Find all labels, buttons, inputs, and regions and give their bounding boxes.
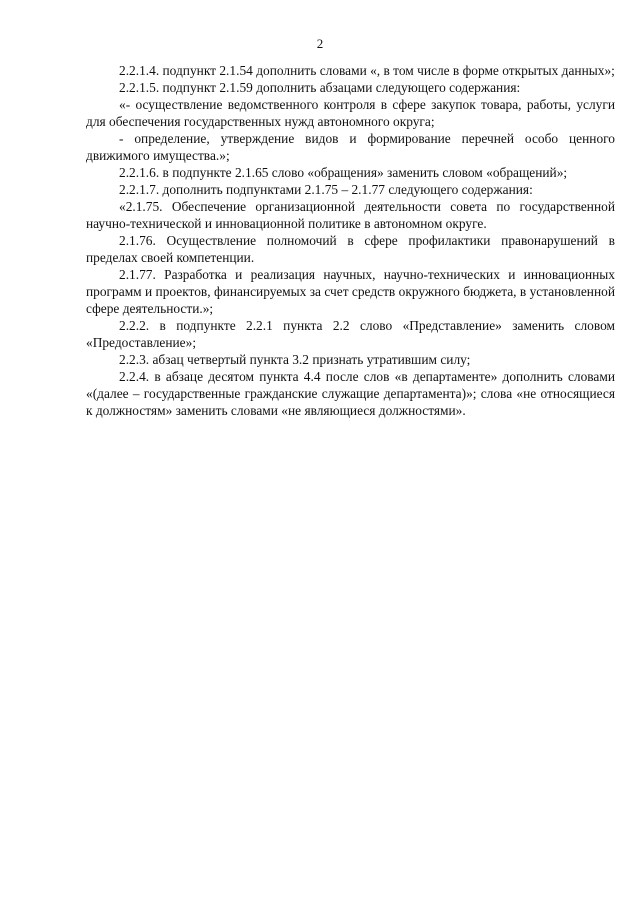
paragraph-2-1-75: «2.1.75. Обеспечение организационной деятельности совета по государственной научно-технической и инновационной политике в автономном округе. [86,199,615,231]
paragraph-2-2-1-6: 2.2.1.6. в подпункте 2.1.65 слово «обращения» заменить словом «обращений»; [119,165,568,180]
page-number: 2 [316,36,324,51]
paragraph-2-1-76: 2.1.76. Осуществление полномочий в сфере профилактики правонарушений в пределах своей компетенции. [86,233,615,265]
paragraph-2-2-1-7: 2.2.1.7. дополнить подпунктами 2.1.75 – 2.1.77 следующего содержания: [119,182,533,197]
paragraph-2-2-4: 2.2.4. в абзаце десятом пункта 4.4 после слов «в департаменте» дополнить словами «(далее – государственные гражданские служащие департамента)»; слова «не относящиеся к должностям» заменить словами «не являющиеся должностями». [86,369,615,418]
paragraph-2-2-1-4: 2.2.1.4. подпункт 2.1.54 дополнить словами «, в том числе в форме открытых данных»; [119,63,615,78]
paragraph-control-item: «- осуществление ведомственного контроля в сфере закупок товара, работы, услуги для обеспечения государственных нужд автономного округа; [86,97,615,129]
paragraph-2-2-3: 2.2.3. абзац четвертый пункта 3.2 признать утратившим силу; [119,352,471,367]
paragraph-2-2-2: 2.2.2. в подпункте 2.2.1 пункта 2.2 слово «Представление» заменить словом «Предоставление»; [86,318,615,350]
paragraph-2-1-77: 2.1.77. Разработка и реализация научных, научно-технических и инновационных программ и проектов, финансируемых за счет средств окружного бюджета, в установленной сфере деятельности.»; [86,267,615,316]
document-body [86,62,615,419]
paragraph-2-2-1-5: 2.2.1.5. подпункт 2.1.59 дополнить абзацами следующего содержания: [119,80,521,95]
paragraph-property-item: - определение, утверждение видов и формирование перечней особо ценного движимого имущества.»; [86,131,615,163]
